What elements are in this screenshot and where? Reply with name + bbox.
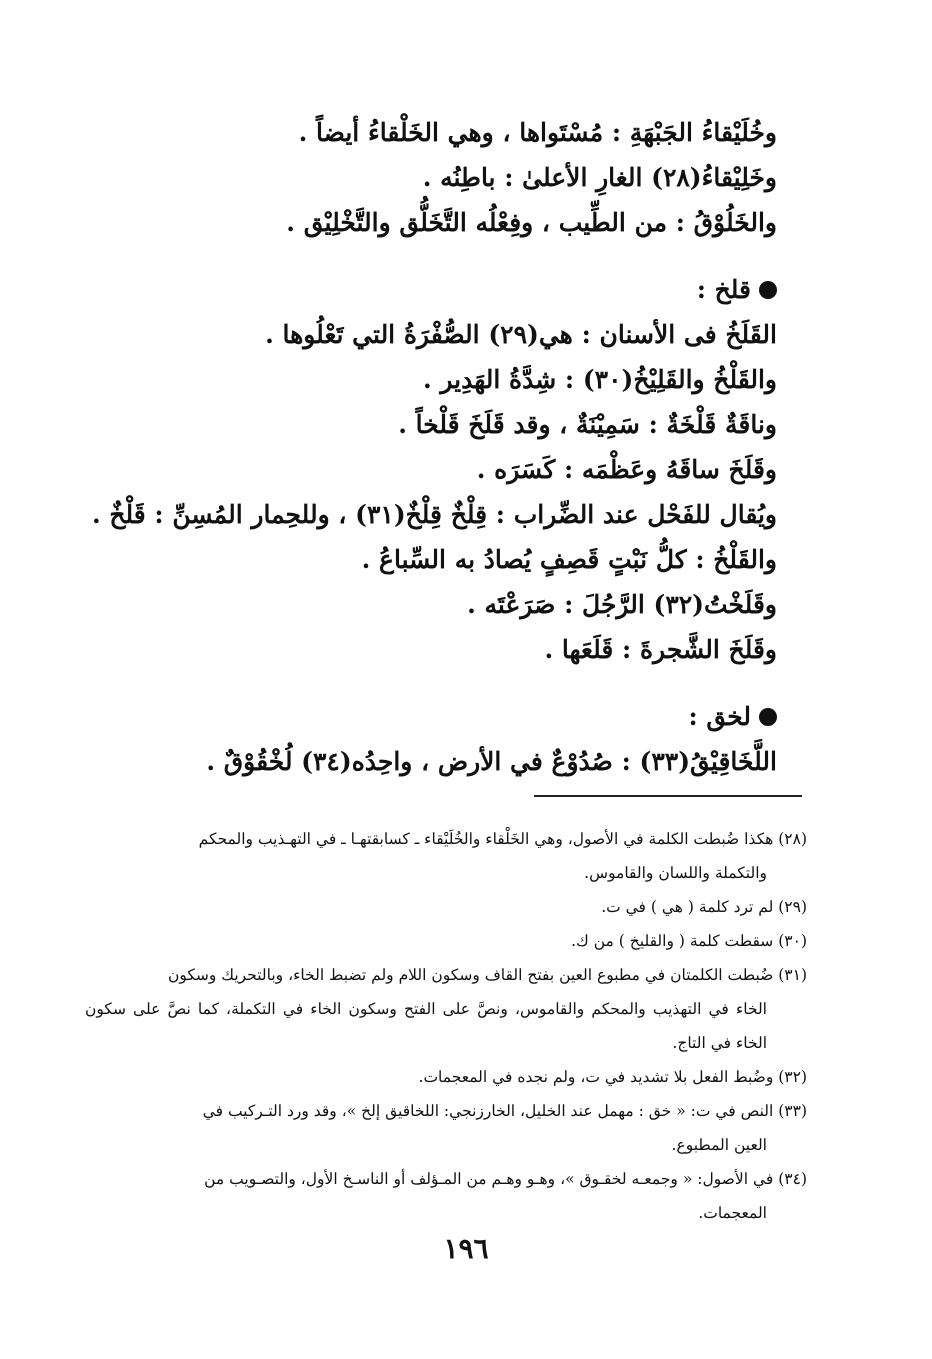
footnote-continuation: المعجمات. bbox=[698, 1204, 767, 1222]
text-line: وقَلَخَ الشَّجرةَ : قَلَعَها . bbox=[544, 635, 777, 664]
text-line: والقَلْخُ والقَلِيْخُ(٣٠) : شِدَّةُ الهَدِير . bbox=[422, 365, 777, 394]
main-text bbox=[80, 110, 777, 784]
page-number: ١٩٦ bbox=[443, 1232, 489, 1265]
entry-heading bbox=[80, 267, 777, 312]
footnote bbox=[85, 1094, 807, 1162]
text-line: اللَّخَاقِيْقُ(٣٣) : صُدُوْعٌ في الأرض ، واحِدُه(٣٤) لُخْقُوْقٌ . bbox=[206, 747, 777, 776]
footnote-text: (٢٩) لم ترد كلمة ( هي ) في ت. bbox=[601, 898, 807, 916]
text-line: وقَلَخْتُ(٣٢) الرَّجُلَ : صَرَعْتَه . bbox=[467, 590, 777, 619]
heading-label: لخق : bbox=[688, 702, 751, 731]
text-line: ويُقال للفَحْل عند الضِّراب : قِلْخٌ قِلْخٌ(٣١) ، وللحِمار المُسِنِّ : قَلْخٌ . bbox=[91, 500, 777, 529]
footnote bbox=[85, 822, 807, 890]
text-line: وخَلِيْقاءُ(٢٨) الغارِ الأعلىٰ : باطِنُه . bbox=[422, 163, 777, 192]
footnote-continuation: والتكملة واللسان والقاموس. bbox=[584, 864, 767, 882]
text-line: والقَلْخُ : كلُّ نَبْتٍ قَصِفٍ يُصادُ به السِّباعُ . bbox=[361, 545, 777, 574]
footnote-text: (٣٠) سقطت كلمة ( والقليخ ) من ك. bbox=[571, 932, 807, 950]
footnote-continuation: العين المطبوع. bbox=[671, 1136, 767, 1154]
footnote bbox=[85, 958, 807, 1060]
heading-label: قلخ : bbox=[696, 275, 751, 304]
text-line: وناقَةٌ قَلْخَةٌ : سَمِيْنَةٌ ، وقد قَلَخَ قَلْخاً . bbox=[398, 410, 777, 439]
footnote-divider bbox=[534, 795, 802, 797]
footnote-continuation: الخاء في التهذيب والمحكم والقاموس، ونصَّ على الفتح وسكون الخاء في التكملة، كما نصَّ على سكون الخاء في التاج. bbox=[85, 1000, 767, 1052]
text-line: والخَلُوْقُ : من الطِّيب ، وفِعْلُه التَّخَلُّق والتَّخْلِيْق . bbox=[286, 208, 777, 237]
footnote bbox=[85, 1060, 807, 1094]
entry-heading bbox=[80, 694, 777, 739]
footnote-text: (٣١) ضُبطت الكلمتان في مطبوع العين بفتح القاف وسكون اللام ولم تضبط الخاء، وبالتحريك وسكون bbox=[167, 966, 807, 984]
text-line: وقَلَخَ ساقَهُ وعَظْمَه : كَسَرَه . bbox=[476, 455, 777, 484]
footnote-text: (٢٨) هكذا ضُبطت الكلمة في الأصول، وهي الخَلْقاء والخُلَيْقاء ـ كسابقتهـا ـ في التهـذيب والمحكم bbox=[198, 830, 807, 848]
bullet-icon bbox=[759, 708, 777, 726]
text-line: وخُلَيْقاءُ الجَبْهَةِ : مُسْتَواها ، وهي الخَلْقاءُ أيضاً . bbox=[298, 118, 777, 147]
text-line: القَلَخُ فى الأسنان : هي(٢٩) الصُّفْرَةُ التي تَعْلُوها . bbox=[265, 320, 777, 349]
bullet-icon bbox=[759, 281, 777, 299]
footnote-text: (٣٣) النص في ت: « خق : مهمل عند الخليل، الخارزنجي: اللخاقيق إلخ »، وقد ورد التـركيب في bbox=[202, 1102, 807, 1120]
footnote bbox=[85, 924, 807, 958]
footnote-text: (٣٤) في الأصول: « وجمعـه لخقـوق »، وهـو وهـم من المـؤلف أو الناسـخ الأول، والتصـويب من bbox=[204, 1170, 807, 1188]
footnote bbox=[85, 890, 807, 924]
footnote bbox=[85, 1162, 807, 1230]
footnotes bbox=[85, 822, 807, 1230]
footnote-text: (٣٢) وضُبط الفعل بلا تشديد في ت، ولم نجده في المعجمات. bbox=[418, 1068, 807, 1086]
